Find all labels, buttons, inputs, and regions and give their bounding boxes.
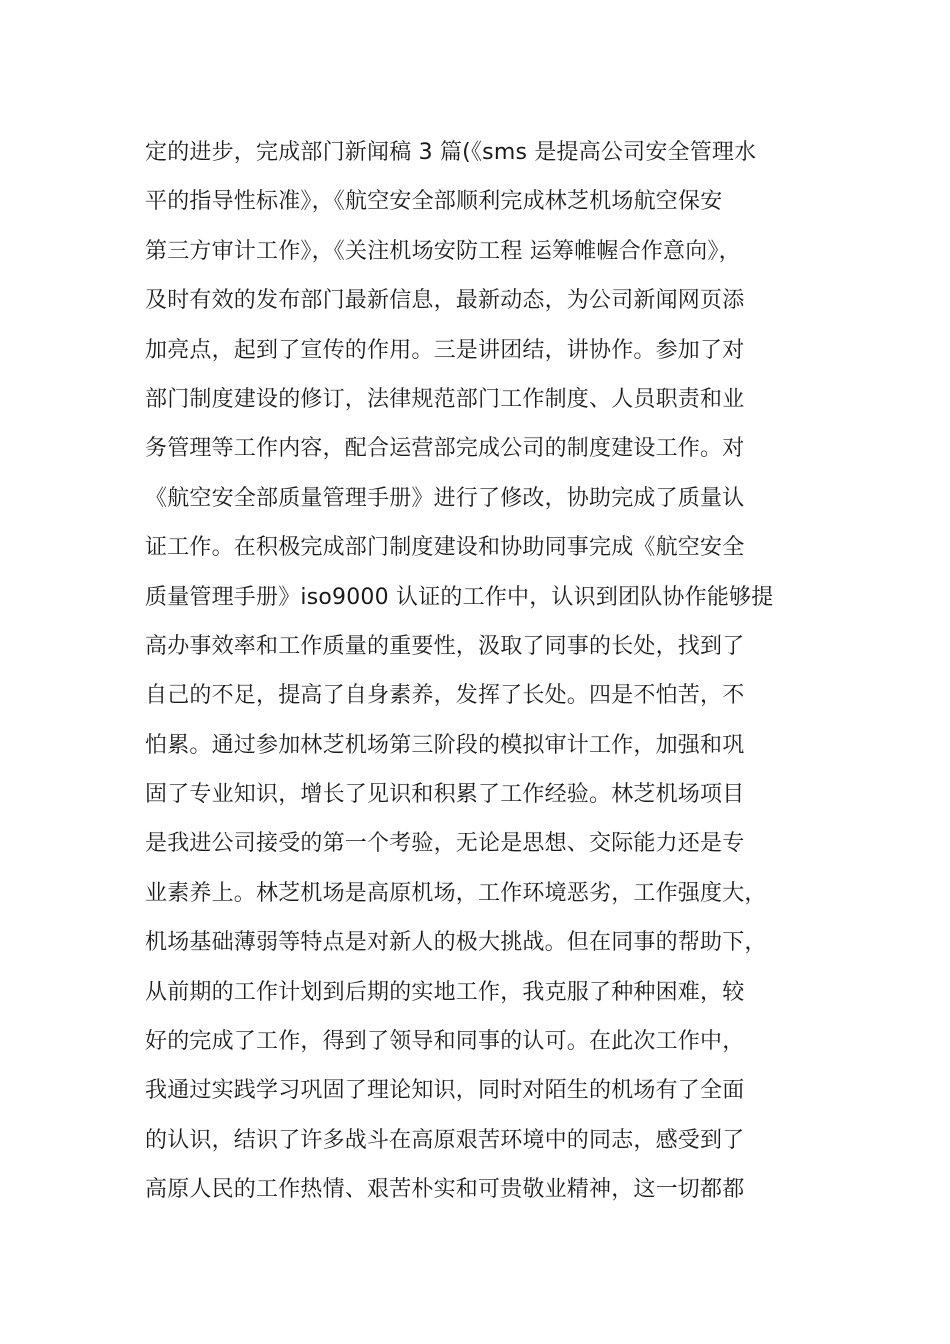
text-line: 证工作。在积极完成部门制度建设和协助同事完成《航空安全: [145, 535, 745, 561]
text-line: 第三方审计工作》，《关注机场安防工程 运筹帷幄合作意向》，: [145, 238, 741, 264]
text-line: 务管理等工作内容，配合运营部完成公司的制度建设工作。对: [145, 436, 745, 462]
body-paragraph: [145, 128, 835, 1215]
text-line: 部门制度建设的修订，法律规范部门工作制度、人员职责和业: [145, 386, 745, 412]
text-line: 定的进步，完成部门新闻稿 3 篇(《sms 是提高公司安全管理水: [145, 140, 757, 165]
text-line: 平的指导性标准》，《航空安全部顺利完成林芝机场航空保安: [145, 189, 723, 215]
text-line: 自己的不足，提高了自身素养，发挥了长处。四是不怕苦，不: [145, 683, 745, 709]
text-line: 的认识，结识了许多战斗在高原艰苦环境中的同志，感受到了: [145, 1127, 745, 1153]
text-line: 《航空安全部质量管理手册》进行了修改，协助完成了质量认: [145, 485, 745, 511]
text-line: 固了专业知识，增长了见识和积累了工作经验。林芝机场项目: [145, 782, 745, 808]
text-line: 加亮点，起到了宣传的作用。三是讲团结，讲协作。参加了对: [145, 337, 745, 363]
text-line: 质量管理手册》iso9000 认证的工作中，认识到团队协作能够提: [145, 584, 774, 610]
text-line: 是我进公司接受的第一个考验，无论是思想、交际能力还是专: [145, 831, 745, 857]
text-line: 业素养上。林芝机场是高原机场，工作环境恶劣，工作强度大，: [145, 880, 767, 906]
text-line: 怕累。通过参加林芝机场第三阶段的模拟审计工作，加强和巩: [145, 732, 745, 758]
text-line: 我通过实践学习巩固了理论知识，同时对陌生的机场有了全面: [145, 1078, 745, 1104]
text-line: 从前期的工作计划到后期的实地工作，我克服了种种困难，较: [145, 979, 745, 1005]
text-line: 高办事效率和工作质量的重要性，汲取了同事的长处，找到了: [145, 633, 745, 659]
text-line: 好的完成了工作，得到了领导和同事的认可。在此次工作中，: [145, 1029, 745, 1055]
text-line: 及时有效的发布部门最新信息，最新动态，为公司新闻网页添: [145, 288, 745, 314]
text-line: 机场基础薄弱等特点是对新人的极大挑战。但在同事的帮助下，: [145, 930, 767, 956]
text-line: 高原人民的工作热情、艰苦朴实和可贵敬业精神，这一切都都: [145, 1177, 745, 1203]
